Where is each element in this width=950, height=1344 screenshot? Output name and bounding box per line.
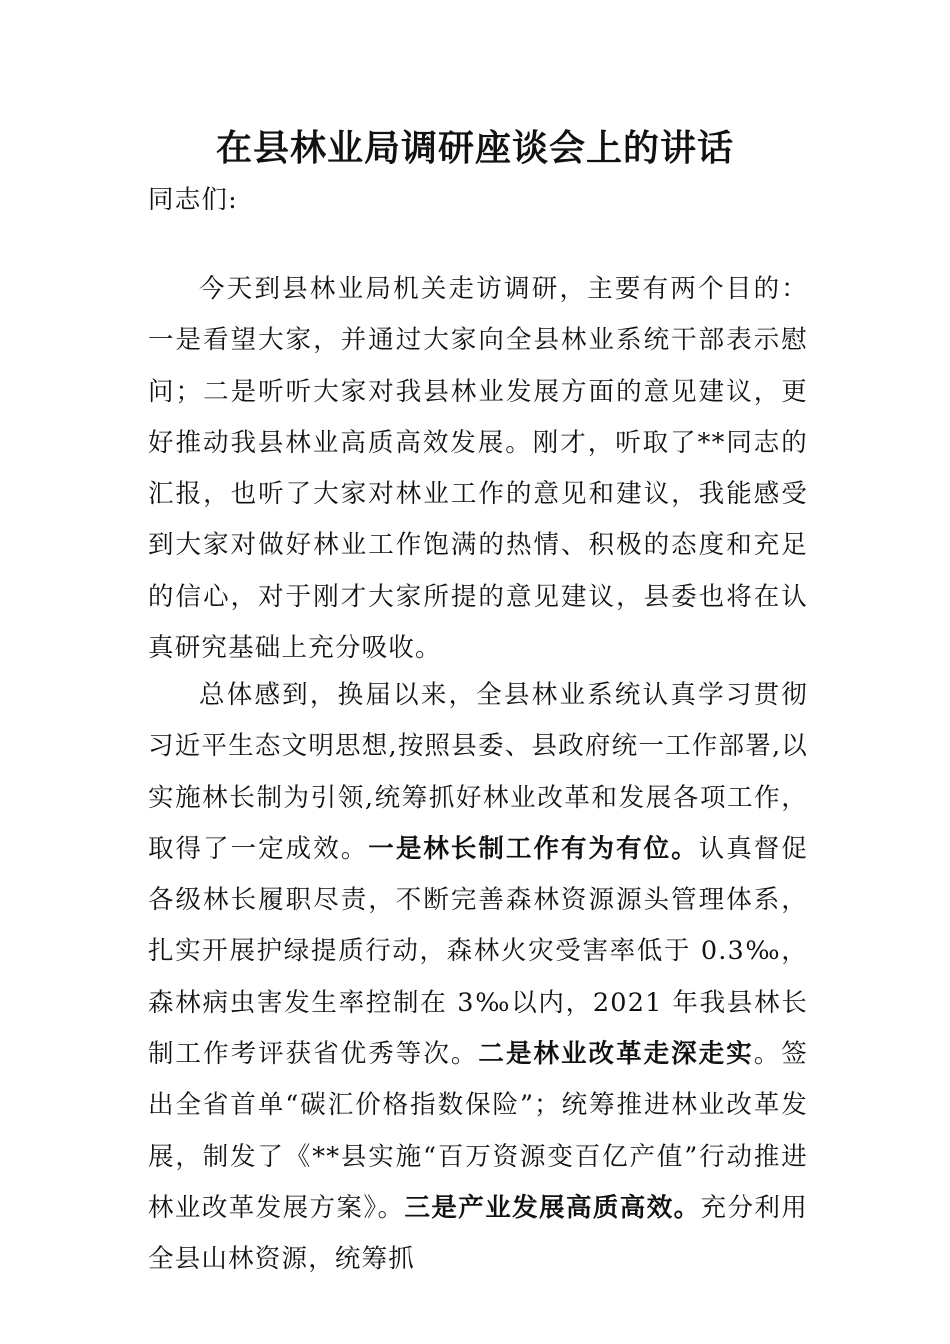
point-2-heading: 二是林业改革走深走实 [478,1039,754,1070]
paragraph-2-text [148,670,808,1286]
point-1-heading: 一是林长制工作有为有位。 [368,833,699,864]
salutation: 同志们: [148,185,238,215]
point-3-text: 充分利用全县山林资源，统筹抓 [148,1192,808,1275]
paragraph-2-intro: 总体感到，换届以来，全县林业系统认真学习贯彻习近平生态文明思想,按照县委、县政府统一工作部署,以实施林长制为引领,统筹抓好林业改革和发展各项工作，取得了一定成效。 [148,680,808,864]
point-1-text: 认真督促各级林长履职尽责，不断完善森林资源源头管理体系，扎实开展护绿提质行动，森林火灾受害率低于 0.3‰，森林病虫害发生率控制在 3‰以内，2021 年我县林长制工作考评获省优秀等次。 [148,833,808,1070]
paragraph-2 [148,670,808,1286]
paragraph-1-text: 今天到县林业局机关走访调研，主要有两个目的：一是看望大家，并通过大家向全县林业系统干部表示慰问；二是听听大家对我县林业发展方面的意见建议，更好推动我县林业高质高效发展。刚才，听取了**同志的汇报，也听了大家对林业工作的意见和建议，我能感受到大家对做好林业工作饱满的热情、积极的态度和充足的信心，对于刚才大家所提的意见建议，县委也将在认真研究基础上充分吸收。 [148,274,808,664]
document-title: 在县林业局调研座谈会上的讲话 [215,127,734,169]
point-2-text: 。签出全省首单“碳汇价格指数保险”；统筹推进林业改革发展，制发了《**县实施“百万资源变百亿产值”行动推进林业改革发展方案》。 [148,1039,808,1223]
point-3-heading: 三是产业发展高质高效。 [404,1192,701,1223]
paragraph-1 [148,264,808,674]
